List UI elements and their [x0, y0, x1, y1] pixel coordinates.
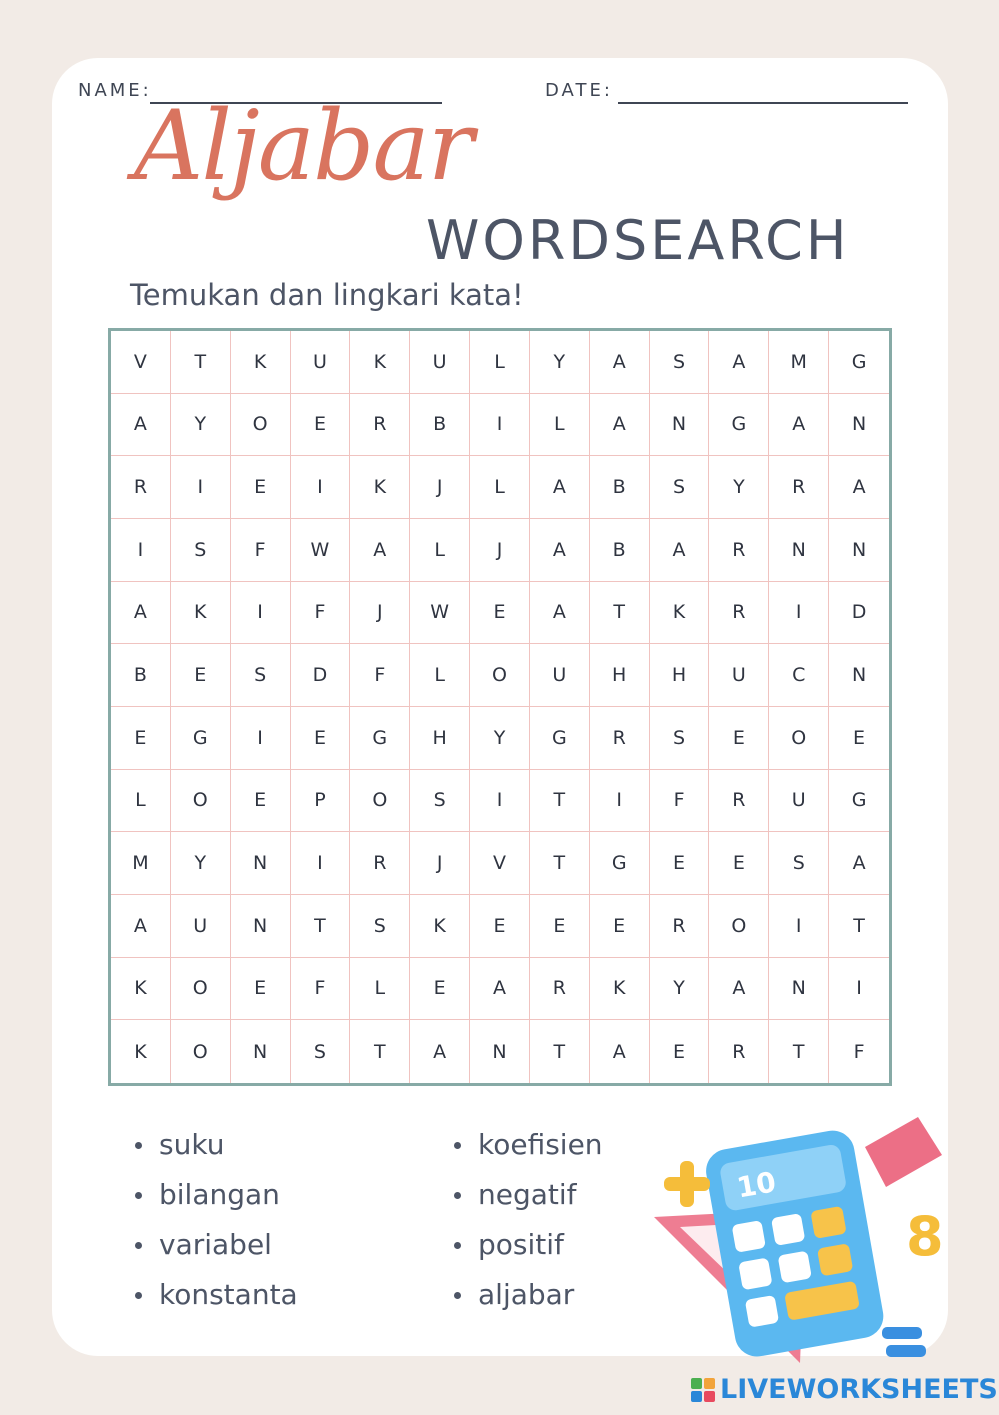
liveworksheets-brand — [690, 1374, 998, 1405]
grid-cell[interactable]: G — [171, 707, 231, 770]
equals-icon — [882, 1327, 926, 1357]
grid-cell[interactable]: R — [709, 1020, 769, 1083]
grid-cell[interactable]: U — [410, 331, 470, 394]
grid-cell[interactable]: H — [410, 707, 470, 770]
grid-cell[interactable]: E — [530, 895, 590, 958]
grid-cell[interactable]: H — [590, 644, 650, 707]
grid-cell[interactable]: S — [410, 770, 470, 833]
grid-cell[interactable]: A — [829, 456, 889, 519]
word-text: konstanta — [159, 1278, 298, 1311]
grid-cell[interactable]: E — [410, 958, 470, 1021]
grid-cell[interactable]: I — [171, 456, 231, 519]
grid-cell[interactable]: O — [171, 1020, 231, 1083]
grid-cell[interactable]: Y — [530, 331, 590, 394]
grid-cell[interactable]: I — [769, 895, 829, 958]
grid-cell[interactable]: F — [291, 958, 351, 1021]
grid-cell[interactable]: M — [111, 832, 171, 895]
plus-icon — [664, 1161, 710, 1207]
grid-cell[interactable]: M — [769, 331, 829, 394]
grid-cell[interactable]: K — [350, 331, 410, 394]
grid-cell[interactable]: I — [111, 519, 171, 582]
grid-cell[interactable]: A — [709, 958, 769, 1021]
grid-cell[interactable]: R — [709, 519, 769, 582]
grid-cell[interactable]: L — [470, 456, 530, 519]
grid-cell[interactable]: G — [530, 707, 590, 770]
grid-cell[interactable]: W — [410, 582, 470, 645]
grid-cell[interactable]: T — [590, 582, 650, 645]
grid-cell[interactable]: F — [350, 644, 410, 707]
grid-cell[interactable]: N — [231, 1020, 291, 1083]
bullet-icon — [135, 1192, 142, 1199]
grid-cell[interactable]: A — [530, 456, 590, 519]
grid-cell[interactable]: K — [650, 582, 710, 645]
word-list-item — [452, 1270, 603, 1320]
grid-cell[interactable]: A — [530, 582, 590, 645]
grid-cell[interactable]: R — [709, 770, 769, 833]
grid-cell[interactable]: N — [231, 832, 291, 895]
grid-cell[interactable]: K — [171, 582, 231, 645]
grid-cell[interactable]: N — [650, 394, 710, 457]
bullet-icon — [135, 1242, 142, 1249]
number-eight: 8 — [906, 1205, 944, 1268]
grid-cell[interactable]: K — [350, 456, 410, 519]
grid-cell[interactable]: E — [650, 1020, 710, 1083]
grid-cell[interactable]: T — [291, 895, 351, 958]
grid-cell[interactable]: L — [470, 331, 530, 394]
liveworksheets-logo-icon — [690, 1377, 716, 1403]
grid-cell[interactable]: K — [111, 958, 171, 1021]
grid-cell[interactable]: U — [769, 770, 829, 833]
grid-cell[interactable]: F — [853, 1040, 865, 1063]
grid-cell[interactable]: N — [829, 394, 889, 457]
grid-cell[interactable]: S — [291, 1020, 351, 1083]
grid-cell[interactable]: C — [769, 644, 829, 707]
grid-cell[interactable]: V — [111, 331, 171, 394]
grid-cell[interactable]: E — [829, 707, 889, 770]
word-text: negatif — [478, 1178, 577, 1211]
word-list-item — [452, 1170, 603, 1220]
grid-cell[interactable]: O — [350, 770, 410, 833]
grid-cell[interactable]: F — [231, 519, 291, 582]
ruler-shape — [865, 1117, 942, 1187]
grid-cell[interactable]: B — [111, 644, 171, 707]
grid-cell[interactable]: F — [291, 582, 351, 645]
grid-cell[interactable]: R — [350, 394, 410, 457]
grid-cell[interactable]: A — [769, 394, 829, 457]
grid-cell[interactable]: E — [291, 707, 351, 770]
grid-cell[interactable]: O — [171, 958, 231, 1021]
grid-cell[interactable]: I — [291, 832, 351, 895]
grid-cell[interactable]: L — [530, 394, 590, 457]
grid-cell[interactable]: O — [171, 770, 231, 833]
grid-cell[interactable]: E — [291, 394, 351, 457]
grid-cell[interactable]: A — [111, 582, 171, 645]
grid-cell[interactable]: J — [350, 582, 410, 645]
grid-cell[interactable]: A — [590, 1020, 650, 1083]
grid-cell[interactable]: K — [231, 331, 291, 394]
bullet-icon — [454, 1192, 461, 1199]
grid-cell[interactable]: D — [829, 582, 889, 645]
grid-cell[interactable]: S — [171, 519, 231, 582]
calculator-icon — [703, 1127, 887, 1360]
grid-cell[interactable]: K — [111, 1020, 171, 1083]
grid-cell[interactable]: E — [470, 582, 530, 645]
grid-cell[interactable]: U — [530, 644, 590, 707]
word-list-item — [452, 1120, 603, 1170]
word-list-item — [133, 1220, 298, 1270]
grid-cell[interactable]: T — [530, 770, 590, 833]
grid-cell[interactable]: A — [530, 519, 590, 582]
grid-cell[interactable]: T — [350, 1020, 410, 1083]
grid-cell[interactable]: F — [650, 770, 710, 833]
word-text: bilangan — [159, 1178, 280, 1211]
grid-cell[interactable]: I — [470, 770, 530, 833]
grid-cell[interactable]: R — [650, 895, 710, 958]
grid-cell[interactable]: N — [470, 1020, 530, 1083]
grid-cell[interactable]: E — [231, 456, 291, 519]
grid-cell[interactable]: A — [111, 895, 171, 958]
grid-cell[interactable]: Y — [171, 394, 231, 457]
grid-cell[interactable]: T — [530, 1020, 590, 1083]
brand-text: LIVEWORKSHEETS — [720, 1374, 998, 1405]
date-label: DATE: — [545, 80, 613, 101]
grid-cell[interactable]: I — [470, 394, 530, 457]
grid-cell[interactable]: A — [410, 1020, 470, 1083]
word-text: koefisien — [478, 1128, 603, 1161]
grid-cell[interactable]: E — [231, 770, 291, 833]
grid-cell[interactable]: Y — [171, 832, 231, 895]
grid-cell[interactable]: N — [829, 644, 889, 707]
word-text: suku — [159, 1128, 225, 1161]
word-text: variabel — [159, 1228, 272, 1261]
grid-cell[interactable]: S — [231, 644, 291, 707]
word-list-right — [452, 1120, 603, 1320]
letter-grid — [108, 328, 892, 1086]
grid-cell[interactable]: P — [291, 770, 351, 833]
date-field-line — [618, 102, 908, 104]
bullet-icon — [135, 1142, 142, 1149]
grid-cell[interactable]: I — [769, 582, 829, 645]
grid-cell[interactable]: E — [111, 707, 171, 770]
grid-cell[interactable]: B — [590, 456, 650, 519]
grid-cell[interactable]: S — [650, 707, 710, 770]
grid-cell[interactable]: L — [410, 644, 470, 707]
grid-cell[interactable]: I — [829, 958, 889, 1021]
grid-cell[interactable]: W — [291, 519, 351, 582]
grid-cell[interactable]: V — [470, 832, 530, 895]
grid-cell[interactable]: Y — [650, 958, 710, 1021]
grid-cell[interactable]: N — [231, 895, 291, 958]
grid-cell[interactable]: G — [709, 394, 769, 457]
grid-cell[interactable]: D — [291, 644, 351, 707]
grid-cell[interactable]: N — [829, 519, 889, 582]
grid-cell[interactable]: O — [231, 394, 291, 457]
grid-cell[interactable]: R — [590, 707, 650, 770]
grid-cell[interactable]: A — [590, 394, 650, 457]
grid-cell[interactable]: S — [350, 895, 410, 958]
word-list-item — [133, 1120, 298, 1170]
grid-cell[interactable]: T — [171, 331, 231, 394]
grid-cell[interactable]: R — [111, 456, 171, 519]
grid-cell[interactable]: K — [410, 895, 470, 958]
grid-cell[interactable]: L — [111, 770, 171, 833]
word-list-item — [133, 1170, 298, 1220]
grid-cell[interactable]: Y — [470, 707, 530, 770]
grid-cell[interactable]: A — [111, 394, 171, 457]
grid-cell[interactable]: N — [769, 519, 829, 582]
grid-cell[interactable]: G — [590, 832, 650, 895]
grid-cell[interactable]: E — [171, 644, 231, 707]
grid-cell[interactable]: E — [650, 832, 710, 895]
grid-cell[interactable]: G — [829, 331, 889, 394]
bullet-icon — [454, 1242, 461, 1249]
grid-cell[interactable]: U — [291, 331, 351, 394]
grid-cell[interactable]: J — [410, 832, 470, 895]
grid-cell[interactable]: I — [231, 707, 291, 770]
grid-cell[interactable]: I — [231, 582, 291, 645]
name-label: NAME: — [78, 80, 152, 101]
page-title: WORDSEARCH — [426, 209, 850, 272]
grid-cell[interactable]: K — [590, 958, 650, 1021]
bullet-icon — [135, 1292, 142, 1299]
grid-cell[interactable]: S — [650, 331, 710, 394]
grid-cell[interactable]: A — [350, 519, 410, 582]
grid-cell[interactable]: E — [709, 707, 769, 770]
word-list-item — [133, 1270, 298, 1320]
word-list-item — [452, 1220, 603, 1270]
grid-cell[interactable]: E — [231, 958, 291, 1021]
grid-cell[interactable]: E — [470, 895, 530, 958]
grid-cell[interactable]: S — [650, 456, 710, 519]
grid-cell[interactable]: B — [410, 394, 470, 457]
grid-cell[interactable]: E — [590, 895, 650, 958]
grid-cell[interactable]: R — [530, 958, 590, 1021]
grid-cell[interactable]: L — [350, 958, 410, 1021]
grid-cell[interactable]: T — [530, 832, 590, 895]
word-text: positif — [478, 1228, 564, 1261]
instruction-text: Temukan dan lingkari kata! — [130, 278, 524, 312]
grid-cell[interactable]: O — [709, 895, 769, 958]
grid-cell[interactable]: T — [769, 1020, 829, 1083]
grid-cell[interactable]: U — [709, 644, 769, 707]
grid-cell[interactable]: R — [709, 582, 769, 645]
grid-cell[interactable]: U — [171, 895, 231, 958]
grid-cell[interactable]: J — [410, 456, 470, 519]
grid-cell[interactable]: J — [470, 519, 530, 582]
grid-cell[interactable]: I — [590, 770, 650, 833]
grid-cell[interactable]: Y — [709, 456, 769, 519]
grid-cell[interactable]: A — [650, 519, 710, 582]
calculator-display: 10 — [734, 1165, 779, 1205]
grid-cell[interactable]: I — [291, 456, 351, 519]
grid-cell[interactable]: N — [769, 958, 829, 1021]
bullet-icon — [454, 1292, 461, 1299]
calculator-illustration — [650, 1105, 970, 1375]
grid-cell[interactable]: A — [709, 331, 769, 394]
bullet-icon — [454, 1142, 461, 1149]
word-list-left — [133, 1120, 298, 1320]
grid-cell[interactable]: A — [590, 331, 650, 394]
grid-cell[interactable]: B — [590, 519, 650, 582]
grid-cell[interactable]: O — [769, 707, 829, 770]
grid-cell[interactable]: G — [829, 770, 889, 833]
grid-cell[interactable]: E — [709, 832, 769, 895]
grid-cell[interactable]: O — [470, 644, 530, 707]
grid-cell[interactable]: S — [769, 832, 829, 895]
grid-cell[interactable]: L — [410, 519, 470, 582]
grid-cell[interactable]: G — [350, 707, 410, 770]
grid-cell[interactable]: A — [829, 832, 889, 895]
grid-cell[interactable]: H — [650, 644, 710, 707]
script-title: Aljabar — [134, 90, 472, 202]
grid-cell[interactable]: A — [470, 958, 530, 1021]
grid-cell[interactable]: R — [769, 456, 829, 519]
grid-cell[interactable]: T — [829, 895, 889, 958]
word-text: aljabar — [478, 1278, 575, 1311]
grid-cell[interactable]: R — [350, 832, 410, 895]
